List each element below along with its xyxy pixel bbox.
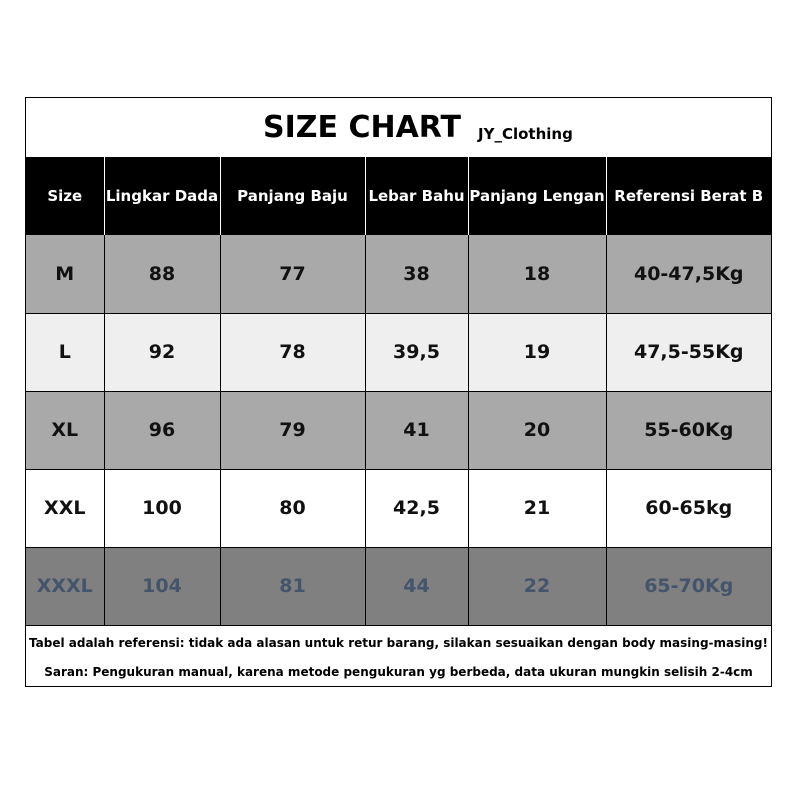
chart-title: SIZE CHART [263, 110, 462, 145]
table-row [26, 391, 771, 469]
table-row [26, 313, 771, 391]
cell-referensi-berat: 65-70Kg [606, 547, 771, 625]
table-header-row [26, 157, 771, 235]
cell-panjang-lengan: 18 [468, 235, 606, 313]
cell-panjang-lengan: 21 [468, 469, 606, 547]
cell-panjang-baju: 79 [220, 391, 365, 469]
brand-name: JY_Clothing [478, 125, 573, 143]
cell-lebar-bahu: 41 [365, 391, 468, 469]
table-row [26, 235, 771, 313]
cell-lebar-bahu: 38 [365, 235, 468, 313]
cell-panjang-baju: 78 [220, 313, 365, 391]
cell-panjang-lengan: 19 [468, 313, 606, 391]
cell-size: XL [26, 391, 104, 469]
header-lingkar-dada: Lingkar Dada [104, 157, 220, 235]
cell-referensi-berat: 60-65kg [606, 469, 771, 547]
cell-size: L [26, 313, 104, 391]
cell-referensi-berat: 40-47,5Kg [606, 235, 771, 313]
notes [26, 625, 771, 686]
cell-lingkar-dada: 96 [104, 391, 220, 469]
cell-lingkar-dada: 88 [104, 235, 220, 313]
cell-panjang-lengan: 22 [468, 547, 606, 625]
header-panjang-lengan: Panjang Lengan [468, 157, 606, 235]
cell-lingkar-dada: 100 [104, 469, 220, 547]
size-chart [25, 97, 772, 687]
header-lebar-bahu: Lebar Bahu [365, 157, 468, 235]
cell-lingkar-dada: 92 [104, 313, 220, 391]
cell-referensi-berat: 55-60Kg [606, 391, 771, 469]
size-table [26, 157, 771, 626]
table-row [26, 469, 771, 547]
header-referensi-berat: Referensi Berat B [606, 157, 771, 235]
cell-panjang-baju: 77 [220, 235, 365, 313]
header-size: Size [26, 157, 104, 235]
cell-panjang-baju: 80 [220, 469, 365, 547]
table-row [26, 547, 771, 625]
cell-size: XXXL [26, 547, 104, 625]
note-return-policy: Tabel adalah referensi: tidak ada alasan untuk retur barang, silakan sesuaikan dengan body masing-masing! [29, 636, 768, 650]
cell-lebar-bahu: 39,5 [365, 313, 468, 391]
title-row [26, 98, 771, 158]
cell-panjang-baju: 81 [220, 547, 365, 625]
cell-lebar-bahu: 42,5 [365, 469, 468, 547]
cell-size: M [26, 235, 104, 313]
cell-size: XXL [26, 469, 104, 547]
cell-lingkar-dada: 104 [104, 547, 220, 625]
note-measurement-advice: Saran: Pengukuran manual, karena metode pengukuran yg berbeda, data ukuran mungkin selisih 2-4cm [44, 665, 753, 679]
cell-panjang-lengan: 20 [468, 391, 606, 469]
cell-referensi-berat: 47,5-55Kg [606, 313, 771, 391]
header-panjang-baju: Panjang Baju [220, 157, 365, 235]
cell-lebar-bahu: 44 [365, 547, 468, 625]
